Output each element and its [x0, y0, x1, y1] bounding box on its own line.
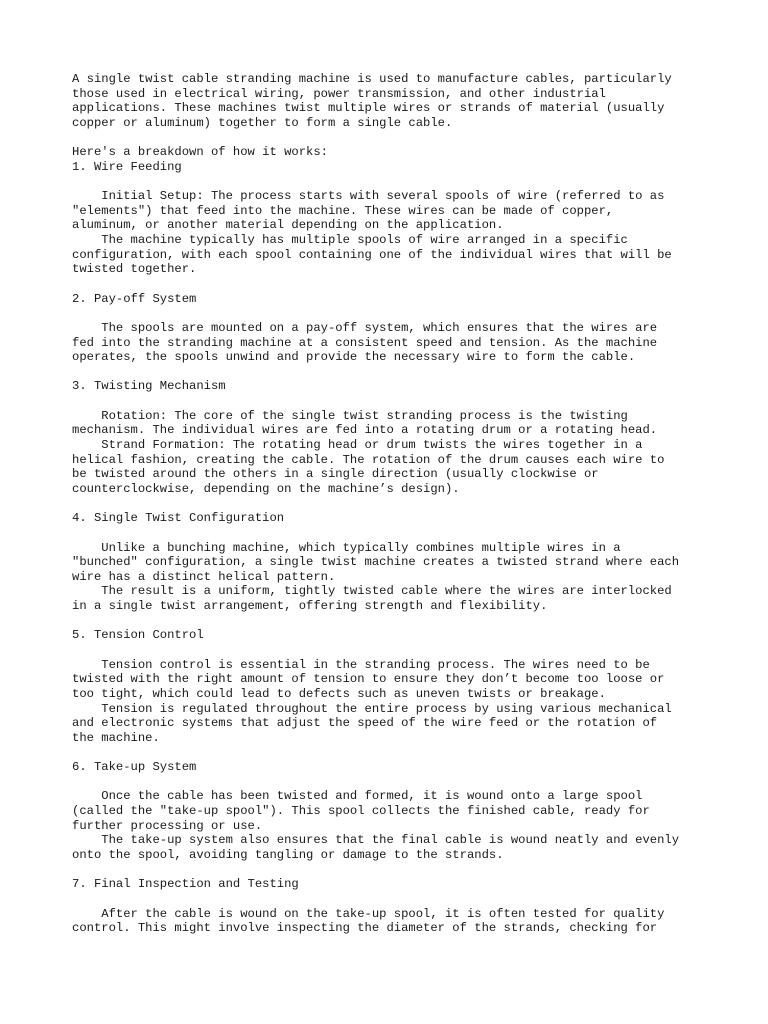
text-line: 3. Twisting Mechanism [72, 379, 226, 394]
text-line: The machine typically has multiple spools of wire arranged in a specific [72, 233, 628, 248]
text-line: 1. Wire Feeding [72, 159, 182, 174]
blank-line [72, 277, 712, 292]
text-line: be twisted around the others in a single direction (usually clockwise or [72, 467, 599, 482]
blank-line [72, 863, 712, 878]
text-line: The spools are mounted on a pay-off system, which ensures that the wires are [72, 320, 658, 335]
blank-line [72, 892, 712, 907]
text-line: Tension control is essential in the stranding process. The wires need to be [72, 657, 650, 672]
text-line: onto the spool, avoiding tangling or damage to the strands. [72, 847, 504, 862]
text-line: 7. Final Inspection and Testing [72, 877, 299, 892]
blank-line [72, 365, 712, 380]
text-line: twisted together. [72, 262, 197, 277]
text-line: 2. Pay-off System [72, 291, 197, 306]
blank-line [72, 174, 712, 189]
text-line: The take-up system also ensures that the final cable is wound neatly and evenly [72, 833, 680, 848]
text-line: configuration, with each spool containing one of the individual wires that will be [72, 247, 672, 262]
blank-line [72, 394, 712, 409]
text-line: operates, the spools unwind and provide the necessary wire to form the cable. [72, 350, 636, 365]
text-line: those used in electrical wiring, power transmission, and other industrial [72, 86, 606, 101]
blank-line [72, 526, 712, 541]
text-line: further processing or use. [72, 818, 263, 833]
blank-line [72, 131, 712, 146]
text-line: in a single twist arrangement, offering strength and flexibility. [72, 599, 548, 614]
blank-line [72, 775, 712, 790]
text-line: Here's a breakdown of how it works: [72, 145, 328, 160]
text-line: mechanism. The individual wires are fed into a rotating drum or a rotating head. [72, 423, 658, 438]
text-line: control. This might involve inspecting the diameter of the strands, checking for [72, 921, 658, 936]
text-line: too tight, which could lead to defects such as uneven twists or breakage. [72, 686, 606, 701]
blank-line [72, 497, 712, 512]
text-line: A single twist cable stranding machine is used to manufacture cables, particularly [72, 72, 672, 86]
text-line: 5. Tension Control [72, 628, 204, 643]
text-line: fed into the stranding machine at a consistent speed and tension. As the machine [72, 335, 658, 350]
text-line: helical fashion, creating the cable. The rotation of the drum causes each wire to [72, 452, 665, 467]
blank-line [72, 745, 712, 760]
text-line: counterclockwise, depending on the machine’s design). [72, 481, 460, 496]
text-line: applications. These machines twist multiple wires or strands of material (usually [72, 101, 665, 116]
text-line: wire has a distinct helical pattern. [72, 569, 336, 584]
text-line: Once the cable has been twisted and formed, it is wound onto a large spool [72, 789, 643, 804]
blank-line [72, 614, 712, 629]
blank-line [72, 306, 712, 321]
text-line: (called the "take-up spool"). This spool collects the finished cable, ready for [72, 804, 650, 819]
text-line: aluminum, or another material depending on the application. [72, 218, 504, 233]
text-line: copper or aluminum) together to form a single cable. [72, 115, 453, 130]
text-line: Rotation: The core of the single twist stranding process is the twisting [72, 408, 628, 423]
blank-line [72, 643, 712, 658]
text-line: Initial Setup: The process starts with several spools of wire (referred to as [72, 189, 665, 204]
text-line: Strand Formation: The rotating head or drum twists the wires together in a [72, 438, 643, 453]
document-page [72, 72, 712, 936]
text-line: After the cable is wound on the take-up spool, it is often tested for quality [72, 906, 665, 921]
text-line: and electronic systems that adjust the speed of the wire feed or the rotation of [72, 716, 658, 731]
text-line: 6. Take-up System [72, 760, 197, 775]
text-line: Tension is regulated throughout the entire process by using various mechanical [72, 701, 672, 716]
text-line: the machine. [72, 730, 160, 745]
text-line: "elements") that feed into the machine. These wires can be made of copper, [72, 203, 614, 218]
text-line: Unlike a bunching machine, which typically combines multiple wires in a [72, 540, 621, 555]
text-line: "bunched" configuration, a single twist machine creates a twisted strand where each [72, 555, 680, 570]
text-line: The result is a uniform, tightly twisted cable where the wires are interlocked [72, 584, 672, 599]
text-line: twisted with the right amount of tension to ensure they don’t become too loose or [72, 672, 665, 687]
text-line: 4. Single Twist Configuration [72, 511, 285, 526]
